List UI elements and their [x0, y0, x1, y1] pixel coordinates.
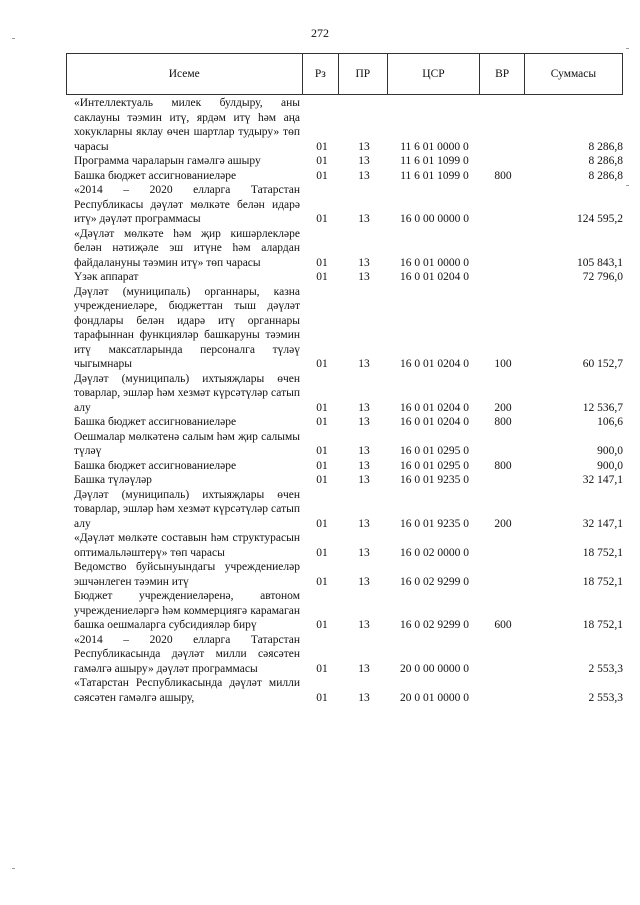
cell-csr: 16 0 01 9235 0 — [400, 474, 469, 486]
cell-sum: 106,6 — [597, 416, 623, 428]
cell-name: Дәүләт (муниципаль) органнары, казна учреждениеләре, бюджеттан тыш дәүләт фондлары белән идарә итү органнары тарафыннан функцияләр башкаруны тәэмин итү максатларында персоналга түләү чыгымнары — [74, 285, 300, 370]
cell-pr: 13 — [358, 691, 370, 704]
cell-name: Дәүләт (муниципаль) ихтыяҗлары өчен товарлар, эшләр һәм хезмәт күрсәтүләр сатып алу — [74, 372, 300, 414]
header-rz: Рз — [302, 54, 339, 95]
cell-name: Дәүләт (муниципаль) ихтыяҗлары өчен товарлар, эшләр һәм хезмәт күрсәтүләр сатып алу — [74, 488, 300, 530]
page-number: 272 — [311, 26, 329, 40]
cell-csr: 16 0 02 0000 0 — [400, 546, 469, 559]
header-vr: ВР — [480, 54, 524, 95]
cell-sum: 12 536,7 — [582, 401, 623, 414]
cell-rz: 01 — [316, 271, 328, 283]
cell-csr: 16 0 01 0295 0 — [400, 459, 469, 472]
cell-pr: 13 — [358, 256, 370, 269]
cell-pr: 13 — [358, 416, 370, 428]
cell-pr: 13 — [358, 169, 370, 182]
scan-mark — [12, 38, 15, 39]
cell-sum: 8 286,8 — [588, 169, 623, 182]
cell-name: «Дәүләт мөлкәте һәм җир кишәрлекләре белән нәтиҗәле эш итүне һәм алардан файдалануны тәэмин итү» төп чарасы — [74, 227, 300, 269]
cell-rz: 01 — [316, 459, 328, 472]
cell-pr: 13 — [358, 517, 370, 530]
cell-name: Программа чараларын гамәлгә ашыру — [74, 155, 261, 167]
cell-name: «Интеллектуаль милек булдыру, аны саклауны тәэмин итү, ярдәм итү һәм аңа хокукларны яклау өчен шартлар тудыру» төп чарасы — [74, 97, 300, 153]
cell-sum: 60 152,7 — [582, 358, 623, 370]
table-row — [66, 430, 623, 459]
cell-sum: 18 752,1 — [582, 546, 623, 559]
cell-rz: 01 — [316, 256, 328, 269]
cell-csr: 16 0 02 9299 0 — [400, 575, 469, 588]
cell-csr: 16 0 00 0000 0 — [400, 213, 469, 225]
cell-pr: 13 — [358, 155, 370, 167]
cell-name: Оешмалар мөлкәтенә салым һәм җир салымы түләү — [74, 430, 300, 457]
cell-pr: 13 — [358, 358, 370, 370]
cell-rz: 01 — [316, 474, 328, 486]
table-row — [66, 183, 623, 227]
cell-rz: 01 — [316, 662, 328, 675]
table-row — [66, 227, 623, 271]
scan-mark — [626, 48, 629, 49]
cell-sum: 8 286,8 — [588, 155, 623, 167]
cell-csr: 16 0 01 9235 0 — [400, 517, 469, 530]
cell-sum: 124 595,2 — [577, 213, 623, 225]
cell-csr: 16 0 01 0000 0 — [400, 256, 469, 269]
cell-csr: 16 0 01 0204 0 — [400, 416, 469, 428]
cell-rz: 01 — [316, 358, 328, 370]
table-row — [66, 488, 623, 532]
cell-csr: 11 6 01 1099 0 — [400, 155, 469, 167]
table-row — [66, 285, 623, 372]
table-header — [66, 53, 623, 95]
cell-rz: 01 — [316, 445, 328, 457]
header-sum: Суммасы — [524, 54, 622, 95]
table-body — [66, 96, 623, 705]
table-row — [66, 415, 623, 430]
table-row — [66, 589, 623, 633]
cell-csr: 16 0 01 0204 0 — [400, 271, 469, 283]
cell-pr: 13 — [358, 445, 370, 457]
cell-pr: 13 — [358, 474, 370, 486]
cell-csr: 20 0 01 0000 0 — [400, 691, 469, 704]
cell-vr: 200 — [494, 401, 512, 414]
cell-vr: 800 — [494, 459, 512, 472]
table-row — [66, 459, 623, 474]
cell-sum: 105 843,1 — [577, 256, 623, 269]
table-row — [66, 270, 623, 285]
cell-vr: 200 — [494, 517, 512, 530]
cell-csr: 16 0 01 0204 0 — [400, 401, 469, 414]
cell-csr: 16 0 02 9299 0 — [400, 619, 469, 631]
cell-vr: 600 — [494, 619, 512, 631]
table-row — [66, 473, 623, 488]
table-row — [66, 633, 623, 677]
cell-rz: 01 — [316, 169, 328, 182]
scan-mark — [626, 185, 629, 186]
cell-sum: 18 752,1 — [582, 619, 623, 631]
cell-sum: 18 752,1 — [582, 575, 623, 588]
table-row — [66, 154, 623, 169]
cell-sum: 2 553,3 — [588, 662, 623, 675]
cell-pr: 13 — [358, 575, 370, 588]
cell-name: Башка түләүләр — [74, 474, 152, 486]
cell-name: «2014 – 2020 елларга Татарстан Республикасы дәүләт мөлкәте белән идарә итү» дәүләт программасы — [74, 184, 300, 225]
cell-rz: 01 — [316, 401, 328, 414]
header-csr: ЦСР — [387, 54, 480, 95]
cell-csr: 11 6 01 0000 0 — [400, 140, 469, 153]
cell-name: Ведомство буйсынуындагы учреждениеләр эшчәнлеген тәэмин итү — [74, 561, 300, 588]
cell-csr: 20 0 00 0000 0 — [400, 662, 469, 675]
header-pr: ПР — [339, 54, 387, 95]
table-row — [66, 169, 623, 184]
cell-name: Башка бюджет ассигнованиеләре — [74, 459, 237, 472]
cell-csr: 16 0 01 0295 0 — [400, 445, 469, 457]
cell-name: Бюджет учреждениеләренә, автоном учреждениеләргә һәм коммерциягә карамаган башка оешмаларга субсидияләр бирү — [74, 590, 300, 631]
cell-name: Башка бюджет ассигнованиеләре — [74, 169, 237, 182]
table-row — [66, 560, 623, 589]
cell-rz: 01 — [316, 416, 328, 428]
cell-vr: 800 — [494, 169, 512, 182]
cell-pr: 13 — [358, 401, 370, 414]
scan-mark — [12, 868, 15, 869]
table-row — [66, 96, 623, 154]
cell-rz: 01 — [316, 517, 328, 530]
cell-name: «2014 – 2020 елларга Татарстан Республикасында дәүләт милли сәясәтен гамәлгә ашыру» дәүләт программасы — [74, 633, 300, 675]
cell-name: «Татарстан Республикасында дәүләт милли сәясәтен гамәлгә ашыру, — [74, 677, 300, 704]
cell-rz: 01 — [316, 575, 328, 588]
cell-sum: 32 147,1 — [582, 517, 623, 530]
cell-vr: 800 — [494, 416, 512, 428]
cell-csr: 16 0 01 0204 0 — [400, 358, 469, 370]
cell-sum: 900,0 — [597, 459, 623, 472]
cell-rz: 01 — [316, 213, 328, 225]
cell-pr: 13 — [358, 546, 370, 559]
table-row — [66, 676, 623, 705]
cell-rz: 01 — [316, 546, 328, 559]
cell-vr: 100 — [494, 358, 512, 370]
header-name: Исеме — [67, 54, 303, 95]
cell-pr: 13 — [358, 213, 370, 225]
cell-name: «Дәүләт мөлкәте составын һәм структурасын оптимальләштерү» төп чарасы — [74, 532, 300, 559]
cell-pr: 13 — [358, 271, 370, 283]
table-row — [66, 372, 623, 416]
cell-rz: 01 — [316, 691, 328, 704]
cell-rz: 01 — [316, 140, 328, 153]
cell-sum: 8 286,8 — [588, 140, 623, 153]
cell-sum: 72 796,0 — [582, 271, 623, 283]
cell-pr: 13 — [358, 619, 370, 631]
cell-rz: 01 — [316, 155, 328, 167]
cell-name: Үзәк аппарат — [74, 271, 139, 283]
cell-sum: 32 147,1 — [582, 474, 623, 486]
cell-pr: 13 — [358, 459, 370, 472]
cell-csr: 11 6 01 1099 0 — [400, 169, 469, 182]
cell-rz: 01 — [316, 619, 328, 631]
cell-name: Башка бюджет ассигнованиеләре — [74, 416, 237, 428]
table-row — [66, 531, 623, 560]
cell-sum: 2 553,3 — [588, 691, 623, 704]
cell-sum: 900,0 — [597, 445, 623, 457]
cell-pr: 13 — [358, 140, 370, 153]
cell-pr: 13 — [358, 662, 370, 675]
